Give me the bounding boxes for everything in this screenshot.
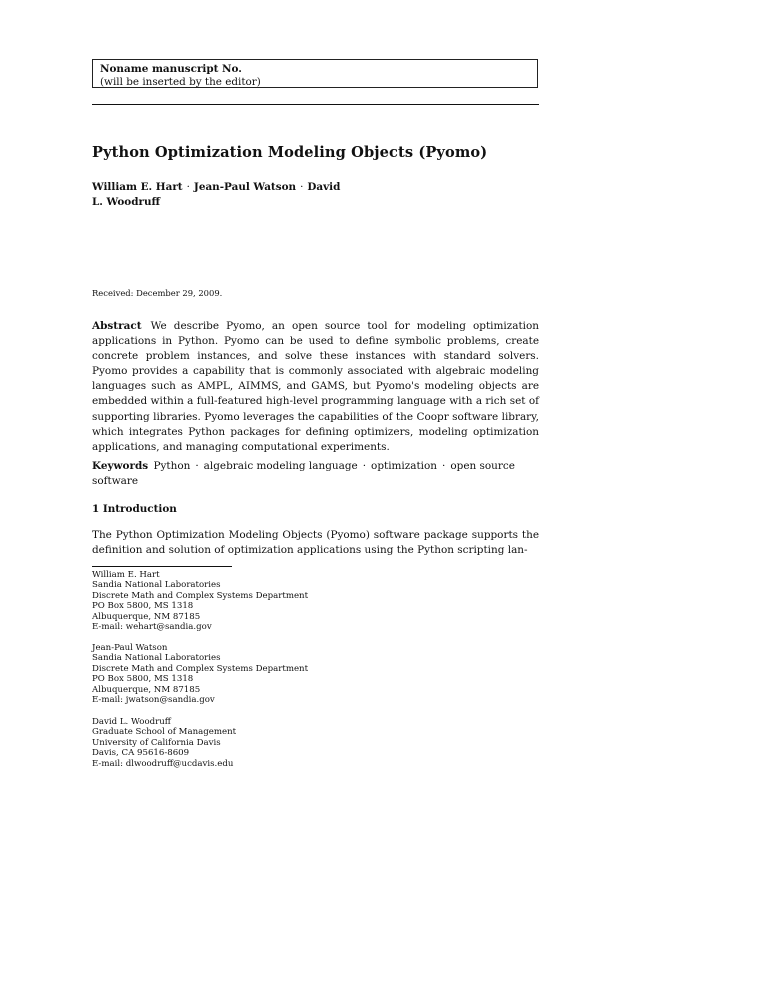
author-watson: Jean-Paul Watson (193, 181, 297, 193)
affiliation-line: University of California Davis (92, 737, 221, 748)
affiliation-line: Sandia National Laboratories (92, 580, 221, 591)
keyword-separator: · (442, 460, 446, 472)
keyword: Python (153, 460, 191, 472)
keywords (92, 459, 539, 489)
manuscript-number: Noname manuscript No. (100, 63, 242, 75)
author-woodruff-first: David (307, 181, 341, 193)
affiliation-line: David L. Woodruff (92, 717, 171, 727)
affiliation-email: E-mail: jwatson@sandia.gov (92, 695, 215, 706)
keyword-separator: · (195, 460, 199, 472)
affiliation-line: PO Box 5800, MS 1318 (92, 674, 194, 685)
footnote-rule (92, 566, 232, 567)
affiliation-line: Albuquerque, NM 87185 (92, 684, 201, 695)
affiliation-line: Albuquerque, NM 87185 (92, 611, 201, 622)
keyword: optimization (371, 460, 438, 472)
introduction-text: The Python Optimization Modeling Objects (Pyomo) software package supports the definition and solution of optimization applications using the Python scripting lan- (92, 529, 539, 557)
affiliation-line: Davis, CA 95616-8609 (92, 748, 190, 759)
keyword: open source software (92, 460, 515, 488)
affiliation-line: PO Box 5800, MS 1318 (92, 601, 194, 612)
affiliation-line: Graduate School of Management (92, 727, 237, 738)
keywords-label: Keywords (92, 460, 149, 472)
author-separator: · (186, 181, 190, 193)
affiliation-woodruff (92, 717, 539, 769)
affiliation-watson (92, 643, 539, 705)
affiliation-line: Discrete Math and Complex Systems Department (92, 663, 309, 674)
affiliation-line: Jean-Paul Watson (92, 643, 168, 653)
abstract-label: Abstract (92, 320, 142, 332)
affiliation-line: William E. Hart (92, 570, 160, 580)
abstract-text: We describe Pyomo, an open source tool for modeling optimization applications in Python. Pyomo can be used to define symbolic problems, create concrete problem instances, and solve these instances with standard solvers. Pyomo provides a capability that is commonly associated with algebraic modeling languages such as AMPL, AIMMS, and GAMS, but Pyomo's modeling objects are embedded within a full-featured high-level programming language with a rich set of supporting libraries. Pyomo leverages the capabilities of the Coopr software library, which integrates Python packages for defining optimizers, modeling optimization applications, and managing computational experiments. (92, 320, 539, 453)
section-heading-introduction: 1 Introduction (92, 503, 177, 515)
received-date: Received: December 29, 2009. (92, 288, 223, 298)
header-rule (92, 104, 539, 105)
author-list (92, 180, 538, 210)
affiliation-email: E-mail: dlwoodruff@ucdavis.edu (92, 758, 234, 769)
affiliation-line: Sandia National Laboratories (92, 653, 221, 664)
author-separator: · (300, 181, 304, 193)
author-line-2: L. Woodruff (92, 196, 161, 208)
author-hart: William E. Hart (92, 181, 183, 193)
author-line-1 (92, 180, 538, 195)
affiliation-hart (92, 570, 539, 632)
paper-title: Python Optimization Modeling Objects (Pyomo) (92, 144, 488, 161)
keyword: algebraic modeling language (203, 460, 358, 472)
editor-note-box (92, 59, 538, 88)
editor-note: (will be inserted by the editor) (100, 75, 261, 88)
affiliation-line: Discrete Math and Complex Systems Department (92, 590, 309, 601)
keyword-separator: · (362, 460, 367, 472)
affiliation-email: E-mail: wehart@sandia.gov (92, 622, 212, 633)
abstract (92, 319, 539, 455)
